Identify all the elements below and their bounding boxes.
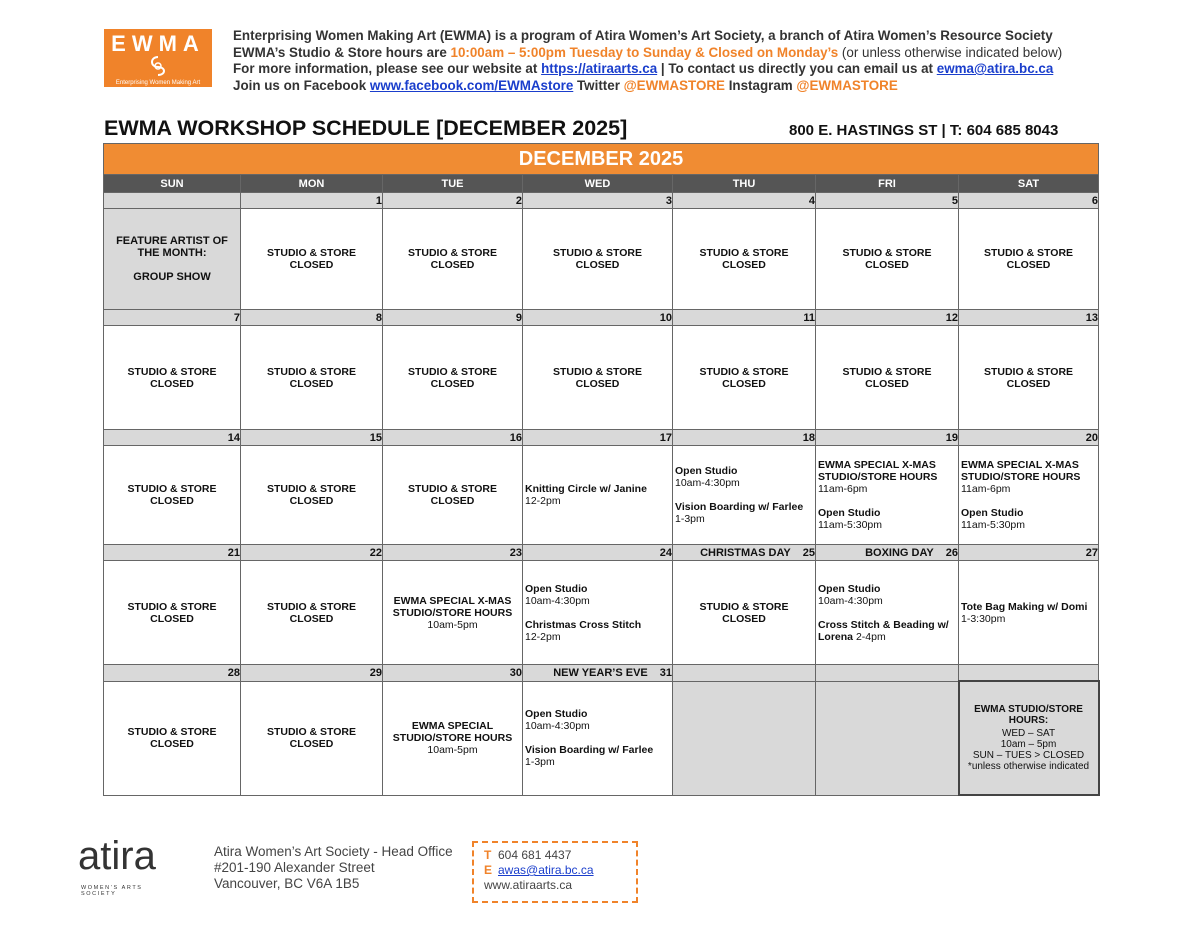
- day-text: CLOSED: [430, 259, 475, 271]
- day-text: CLOSED: [575, 259, 620, 271]
- date-number: 16: [383, 430, 523, 446]
- date-number: BOXING DAY 26: [816, 545, 959, 561]
- event-title: EWMA SPECIAL X-MAS STUDIO/STORE HOURS: [961, 459, 1081, 483]
- date-number: 24: [523, 545, 673, 561]
- event-time: 12-2pm: [525, 630, 561, 643]
- day-text: STUDIO & STORE: [983, 247, 1074, 259]
- footer-website[interactable]: www.atiraarts.ca: [484, 878, 573, 892]
- day-text: CLOSED: [289, 377, 334, 390]
- day-text: CLOSED: [1006, 377, 1051, 390]
- closed-day: [673, 209, 816, 310]
- twitter-handle[interactable]: @EWMASTORE: [623, 77, 725, 93]
- closed-day: [241, 209, 383, 310]
- special-hours-day: [383, 681, 523, 795]
- day-text: CLOSED: [430, 495, 475, 507]
- hours-line: 10am – 5pm: [1000, 739, 1057, 750]
- date-number: 8: [241, 310, 383, 326]
- day-text: CLOSED: [150, 738, 194, 750]
- event-time: 1-3pm: [525, 756, 555, 768]
- header-line2: EWMA’s Studio & Store hours are 10:00am – 5:00pm Tuesday to Sunday & Closed on Monday’s (or unless otherwise indicated below): [233, 44, 1063, 60]
- calendar-table: [103, 143, 1100, 796]
- date-number: 11: [673, 310, 816, 326]
- email-key: E: [484, 863, 493, 877]
- date-number: 23: [383, 545, 523, 561]
- event-title: Tote Bag Making w/ Domi: [961, 600, 1088, 613]
- closed-day: [816, 326, 959, 430]
- day-text: STUDIO/STORE HOURS: [392, 606, 513, 619]
- event-title: Open Studio: [525, 582, 588, 595]
- event-time: 10am-4:30pm: [525, 720, 590, 732]
- day-text: STUDIO & STORE: [699, 365, 789, 378]
- date-number: 1: [241, 193, 383, 209]
- day-text: CLOSED: [722, 612, 766, 625]
- date-number: 21: [104, 545, 241, 561]
- date-number: 7: [104, 310, 241, 326]
- special-hours-time: 10am-5pm: [427, 744, 478, 756]
- holiday-label: BOXING DAY: [865, 546, 934, 559]
- website-link[interactable]: https://atiraarts.ca: [541, 61, 658, 76]
- closed-day: [383, 326, 523, 430]
- event-title: Christmas Cross Stitch: [525, 618, 642, 631]
- event-title: Cross Stitch & Beading w/ Lorena: [818, 618, 949, 643]
- closed-day: [383, 446, 523, 545]
- closed-day: [523, 326, 673, 430]
- event-time: 11am-5:30pm: [818, 519, 883, 531]
- event-time: 10am-4:30pm: [818, 594, 883, 607]
- special-hours-time: 10am-5pm: [427, 618, 478, 631]
- swirl-icon: [144, 55, 172, 77]
- day-header: THU: [673, 175, 816, 193]
- day-text: STUDIO & STORE: [842, 247, 932, 259]
- event-title: Open Studio: [525, 708, 588, 720]
- day-text: CLOSED: [289, 495, 334, 507]
- header-line4: Join us on Facebook www.facebook.com/EWMAstore Twitter @EWMASTORE Instagram @EWMASTORE: [233, 77, 898, 93]
- date-number: 15: [241, 430, 383, 446]
- facebook-link[interactable]: www.facebook.com/EWMAstore: [369, 77, 574, 93]
- date-number: 29: [241, 665, 383, 682]
- event-title: Vision Boarding w/ Farlee: [675, 501, 804, 513]
- feature-line: GROUP SHOW: [133, 271, 211, 283]
- day-text: CLOSED: [1006, 259, 1051, 271]
- footer-email-link[interactable]: awas@atira.bc.ca: [498, 863, 594, 877]
- feature-line: FEATURE ARTIST OF THE MONTH:: [116, 235, 228, 259]
- email-link[interactable]: ewma@atira.bc.ca: [936, 61, 1054, 76]
- closed-day: [104, 561, 241, 665]
- day-text: CLOSED: [575, 377, 620, 390]
- event-title: EWMA SPECIAL X-MAS STUDIO/STORE HOURS: [818, 459, 938, 483]
- event-day: [816, 446, 959, 545]
- hours-notice: [959, 681, 1099, 795]
- event-title: Open Studio: [818, 582, 881, 595]
- date-number: [959, 665, 1099, 682]
- date-number: NEW YEAR’S EVE 31: [523, 665, 673, 682]
- event-title: Open Studio: [961, 507, 1024, 519]
- day-text: CLOSED: [150, 377, 194, 390]
- day-text: STUDIO & STORE: [699, 600, 789, 613]
- day-header: WED: [523, 175, 673, 193]
- event-day: [959, 446, 1099, 545]
- closed-day: [104, 446, 241, 545]
- hours-line: WED – SAT: [1001, 728, 1056, 739]
- day-text: STUDIO & STORE: [552, 247, 643, 259]
- date-number: [673, 665, 816, 682]
- day-text: CLOSED: [722, 259, 766, 271]
- event-time: 1-3pm: [675, 513, 705, 525]
- page-title: EWMA WORKSHOP SCHEDULE [DECEMBER 2025]: [104, 116, 628, 140]
- date-number: 2: [383, 193, 523, 209]
- day-text: CLOSED: [150, 612, 194, 625]
- day-text: CLOSED: [150, 495, 194, 507]
- phone-key: T: [484, 848, 492, 862]
- date-number: 18: [673, 430, 816, 446]
- event-title: Vision Boarding w/ Farlee: [525, 744, 654, 756]
- atira-subtitle: WOMEN’S ARTS SOCIETY: [81, 885, 143, 897]
- date-number: 13: [959, 310, 1099, 326]
- closed-day: [816, 209, 959, 310]
- event-title: Open Studio: [818, 507, 881, 519]
- day-text: STUDIO & STORE: [127, 726, 217, 738]
- day-text: STUDIO & STORE: [266, 726, 357, 738]
- closed-day: [241, 446, 383, 545]
- closed-day: [241, 326, 383, 430]
- date-number: 4: [673, 193, 816, 209]
- event-day: [816, 561, 959, 665]
- phone-number: 604 681 4437: [498, 848, 572, 862]
- day-text: STUDIO & STORE: [266, 365, 357, 378]
- day-header: MON: [241, 175, 383, 193]
- day-text: STUDIO & STORE: [127, 600, 217, 613]
- day-text: STUDIO & STORE: [407, 365, 498, 378]
- event-time: 2-4pm: [855, 630, 886, 643]
- day-text: STUDIO & STORE: [699, 247, 789, 259]
- hours-line: SUN – TUES > CLOSED: [972, 750, 1085, 761]
- event-title: Knitting Circle w/ Janine: [525, 483, 647, 495]
- day-text: CLOSED: [289, 612, 334, 625]
- day-text: STUDIO & STORE: [127, 365, 217, 378]
- date-number: 3: [523, 193, 673, 209]
- date-number: 30: [383, 665, 523, 682]
- head-office-address: [214, 844, 453, 892]
- date-number: CHRISTMAS DAY 25: [673, 545, 816, 561]
- day-text: STUDIO & STORE: [842, 365, 932, 378]
- day-text: CLOSED: [289, 738, 334, 750]
- event-day: [959, 561, 1099, 665]
- date-number: 6: [959, 193, 1099, 209]
- day-text: STUDIO & STORE: [127, 483, 217, 495]
- event-day: [673, 446, 816, 545]
- event-time: 1-3:30pm: [961, 612, 1006, 625]
- event-day: [523, 446, 673, 545]
- day-text: STUDIO & STORE: [407, 483, 498, 495]
- closed-day: [523, 209, 673, 310]
- day-header: FRI: [816, 175, 959, 193]
- date-number: [104, 193, 241, 209]
- closed-day: [104, 326, 241, 430]
- header-info: [233, 28, 1133, 94]
- instagram-handle[interactable]: @EWMASTORE: [796, 77, 898, 93]
- feature-line: [104, 259, 240, 271]
- logo-wordmark: EWMA: [111, 31, 205, 56]
- hours-line: *unless otherwise indicated: [967, 761, 1090, 772]
- event-time: 11am-6pm: [961, 483, 1011, 495]
- day-text: STUDIO & STORE: [266, 483, 357, 495]
- day-text: EWMA SPECIAL X-MAS: [393, 594, 512, 607]
- day-text: CLOSED: [722, 377, 766, 390]
- event-time: 12-2pm: [525, 495, 561, 507]
- event-time: 11am-5:30pm: [961, 519, 1026, 531]
- empty-day: [816, 681, 959, 795]
- event-time: 11am-6pm: [818, 483, 868, 495]
- closed-day: [241, 561, 383, 665]
- day-header: SUN: [104, 175, 241, 193]
- day-text: STUDIO & STORE: [983, 365, 1074, 378]
- store-address: 800 E. HASTINGS ST | T: 604 685 8043: [789, 122, 1059, 139]
- ewma-logo: [104, 29, 212, 87]
- office-line: Atira Women’s Art Society - Head Office: [214, 844, 453, 859]
- event-title: Open Studio: [675, 465, 738, 477]
- date-number: 20: [959, 430, 1099, 446]
- office-line: Vancouver, BC V6A 1B5: [214, 876, 360, 891]
- day-text: CLOSED: [865, 377, 909, 390]
- closed-day: [673, 561, 816, 665]
- day-text: STUDIO & STORE: [407, 247, 498, 259]
- day-text: CLOSED: [865, 259, 909, 271]
- date-number: 27: [959, 545, 1099, 561]
- special-hours-day: [383, 561, 523, 665]
- event-day: [523, 681, 673, 795]
- contact-box: [472, 841, 638, 903]
- date-number: [816, 665, 959, 682]
- date-number: 28: [104, 665, 241, 682]
- logo-tagline: Enterprising Women Making Art: [115, 80, 201, 86]
- date-number: 12: [816, 310, 959, 326]
- day-text: EWMA SPECIAL: [411, 720, 494, 732]
- day-text: STUDIO & STORE: [266, 600, 357, 613]
- header-line1: Enterprising Women Making Art (EWMA) is a program of Atira Women’s Art Society, a branch of Atira Women’s Resource Society: [233, 28, 1053, 43]
- holiday-label: NEW YEAR’S EVE: [553, 666, 648, 679]
- closed-day: [241, 681, 383, 795]
- date-number: 10: [523, 310, 673, 326]
- header-line3: For more information, please see our website at https://atiraarts.ca | To contact us directly you can email us at ewma@atira.bc.ca: [233, 61, 1054, 76]
- closed-day: [673, 326, 816, 430]
- closed-day: [959, 326, 1099, 430]
- office-line: #201-190 Alexander Street: [214, 860, 375, 875]
- day-text: STUDIO & STORE: [552, 365, 643, 378]
- event-time: 10am-4:30pm: [525, 594, 590, 607]
- month-header: DECEMBER 2025: [104, 144, 1099, 175]
- day-text: STUDIO & STORE: [266, 247, 357, 259]
- closed-day: [104, 681, 241, 795]
- day-text: STUDIO/STORE HOURS: [392, 732, 513, 744]
- empty-day: [673, 681, 816, 795]
- feature-artist: [104, 209, 241, 310]
- holiday-label: CHRISTMAS DAY: [700, 546, 791, 559]
- atira-logo: [78, 822, 178, 902]
- date-number: 14: [104, 430, 241, 446]
- closed-day: [383, 209, 523, 310]
- date-number: 19: [816, 430, 959, 446]
- hours-line: EWMA STUDIO/STORE HOURS:: [974, 704, 1083, 726]
- date-number: 5: [816, 193, 959, 209]
- day-text: CLOSED: [430, 377, 475, 390]
- event-time: 10am-4:30pm: [675, 477, 740, 489]
- date-number: 9: [383, 310, 523, 326]
- day-text: CLOSED: [289, 259, 334, 271]
- day-header: SAT: [959, 175, 1099, 193]
- atira-wordmark: atira: [78, 834, 156, 878]
- event-day: [523, 561, 673, 665]
- date-number: 22: [241, 545, 383, 561]
- day-header: TUE: [383, 175, 523, 193]
- closed-day: [959, 209, 1099, 310]
- date-number: 17: [523, 430, 673, 446]
